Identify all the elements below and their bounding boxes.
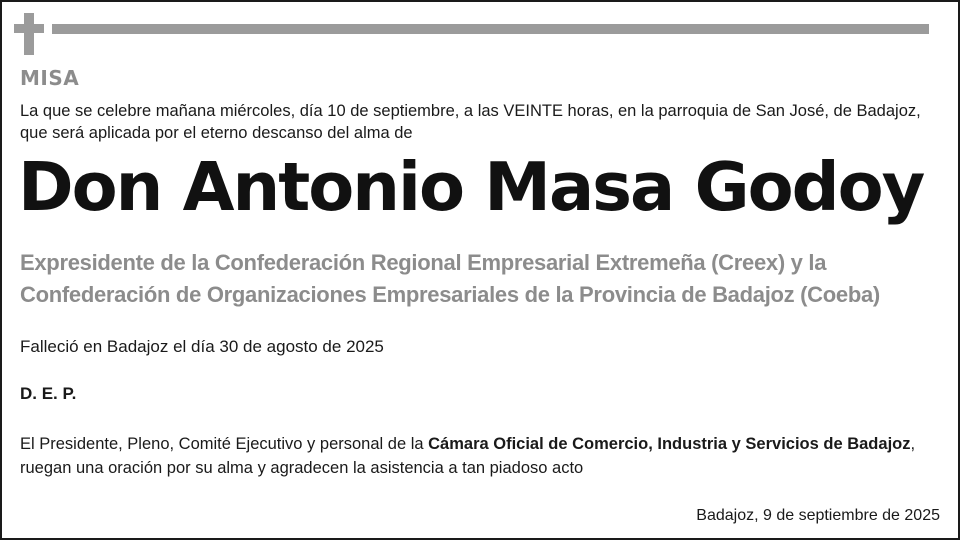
- dateline: Badajoz, 9 de septiembre de 2025: [696, 507, 940, 524]
- cross-vertical-bar: [24, 13, 34, 55]
- closing-suffix: , ruegan una oración por su alma y agradecen la asistencia a tan piadoso acto: [20, 435, 916, 477]
- cross-horizontal-bar: [14, 24, 44, 33]
- mass-details: La que se celebre mañana miércoles, día 10 de septiembre, a las VEINTE horas, en la parroquia de San José, de Badajoz, que será aplicada por el eterno descanso del alma de: [20, 102, 921, 142]
- deceased-description: Expresidente de la Confederación Regional Empresarial Extremeña (Creex) y la Confederación de Organizaciones Empresariales de la Provincia de Badajoz (Coeba): [20, 250, 880, 307]
- deceased-name: Don Antonio Masa Godoy: [18, 148, 924, 226]
- closing-prefix: El Presidente, Pleno, Comité Ejecutivo y personal de la: [20, 435, 429, 453]
- cross-icon: [14, 13, 44, 55]
- death-info: Falleció en Badajoz el día 30 de agosto de 2025: [20, 337, 384, 356]
- notice-heading: MISA: [20, 66, 80, 90]
- rip-abbreviation: D. E. P.: [20, 384, 77, 403]
- header-rule: [52, 24, 929, 34]
- closing-organization: Cámara Oficial de Comercio, Industria y Servicios de Badajoz: [428, 435, 911, 453]
- closing-paragraph: [20, 432, 940, 480]
